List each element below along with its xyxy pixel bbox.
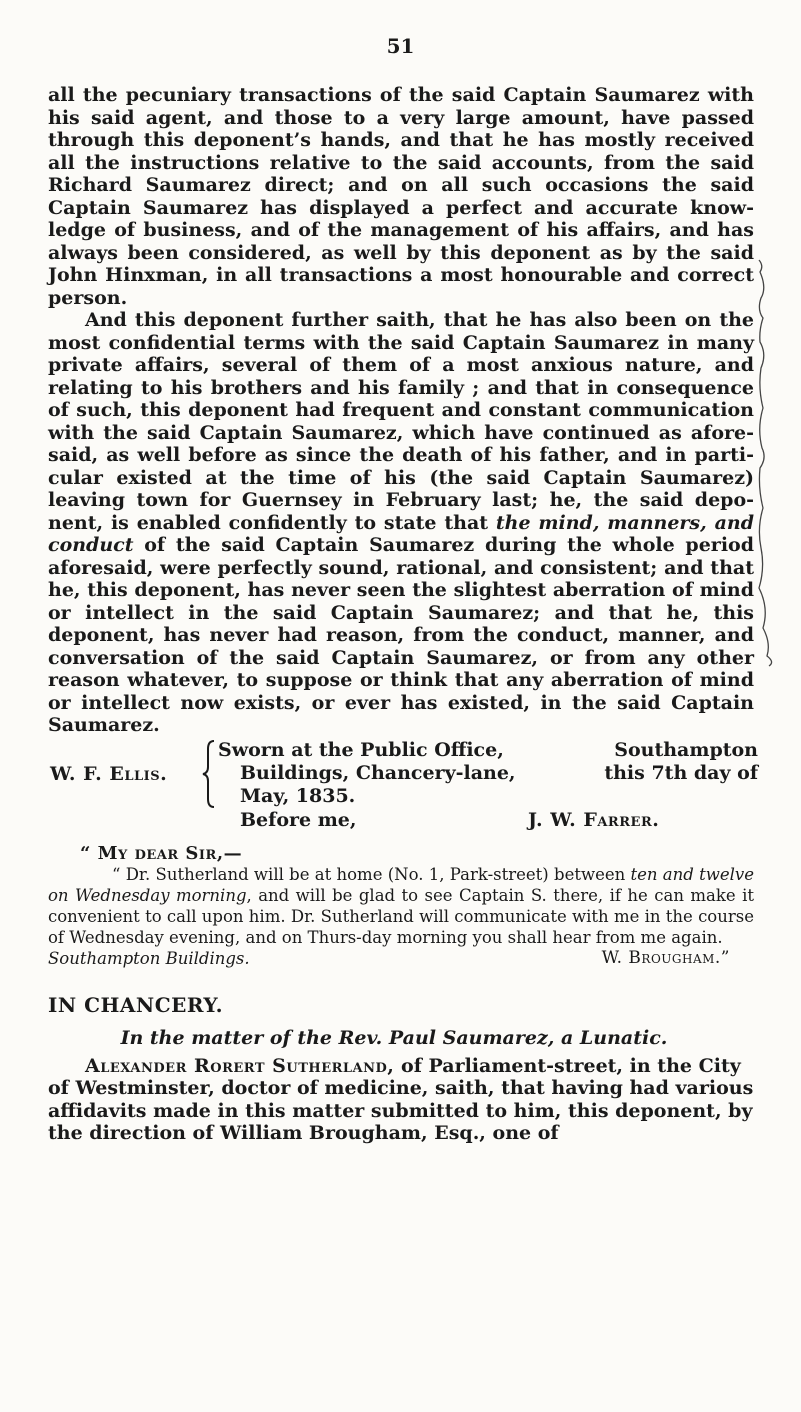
jurat-line-2b: this 7th day of bbox=[604, 761, 758, 784]
page-number: 51 bbox=[386, 34, 415, 58]
margin-bracket-mark bbox=[755, 258, 785, 668]
jurat-block bbox=[48, 738, 758, 809]
letter-signature: W. Brougham.” bbox=[601, 947, 730, 968]
page-body bbox=[48, 84, 758, 1145]
jurat-line-1a: Sworn at the Public Office, bbox=[218, 738, 504, 761]
letter-body bbox=[48, 864, 754, 948]
letter-block bbox=[48, 843, 754, 969]
letter-footer bbox=[48, 948, 754, 969]
letter-body-italic: ten and twelve on Wednesday morning bbox=[48, 864, 754, 905]
jurat-line-1b: Southampton bbox=[614, 738, 758, 761]
jurat-line-3: May, 1835. bbox=[240, 784, 356, 807]
letter-body-a: “ Dr. Sutherland will be at home (No. 1, Park-street) between bbox=[112, 864, 631, 884]
paragraph-2 bbox=[48, 309, 754, 737]
jurat-line-2a: Buildings, Chancery-lane, bbox=[240, 761, 516, 784]
signatory: W. F. Ellis. bbox=[50, 762, 168, 785]
magistrate-name: J. W. Farrer. bbox=[528, 808, 660, 831]
paragraph-2-text-a: And this deponent further saith, that he has also been on the most confidential terms with the said Captain Saumarez in many private affairs, several of them of a most anxious nature, and relating to his brothers and his family ; and that in consequence of such, this deponent had frequent and constant communication with the said Captain Saumarez, which have continued as afore-said, as well before as since the death of his father, and in parti-cular existed at the time of his (the said Captain Saumarez) leaving town for Guernsey in February last; he, the said depo-nent, is enabled confidently to state that bbox=[48, 309, 754, 534]
deponent-name: Alexander Rorert Sutherland, bbox=[85, 1054, 395, 1077]
matter-title: In the matter of the Rev. Paul Saumarez, a Lunatic. bbox=[120, 1026, 668, 1049]
letter-place: Southampton Buildings. bbox=[48, 948, 250, 968]
jurat-text bbox=[218, 739, 758, 808]
paragraph-2-italic: the mind, manners, and conduct bbox=[48, 511, 754, 556]
curly-brace-icon bbox=[202, 739, 216, 809]
before-me-line bbox=[48, 809, 754, 833]
paragraph-3 bbox=[48, 1055, 754, 1145]
paragraph-2-text-b: of the said Captain Saumarez during the whole period aforesaid, were perfectly sound, rational, and consistent; and that he, this deponent, has never seen the slightest aberration of mind or intellect in the said Captain Saumarez; and that he, this deponent, has never had reason, from the conduct, manner, and conversation of the said Captain Saumarez, or from any other reason whatever, to suppose or think that any aberration of mind or intellect now exists, or ever has existed, in the said Captain Saumarez. bbox=[48, 534, 754, 736]
paragraph-1: all the pecuniary transactions of the said Captain Saumarez with his said agent, and those to a very large amount, have passed through this deponent’s hands, and that he has mostly received all the instructions relative to the said accounts, from the said Richard Saumarez direct; and on all such occasions the said Captain Saumarez has displayed a perfect and accurate know-ledge of business, and of the management of his affairs, and has always been considered, as well by this deponent as by the said John Hinxman, in all transactions a most honourable and correct person. bbox=[48, 84, 754, 309]
letter-salutation: “ My dear Sir,— bbox=[80, 842, 243, 864]
paragraph-3-text: of Parliament-street, in the City of Westminster, doctor of medicine, saith, that having had various affidavits made in this matter submitted to him, this deponent, by the direction of William Brougham, Esq., one of bbox=[48, 1054, 754, 1144]
before-me: Before me, bbox=[240, 808, 357, 831]
section-heading: IN CHANCERY. bbox=[48, 992, 224, 1017]
letter-body-b: , and will be glad to see Captain S. there, if he can make it convenient to call upon him. Dr. Sutherland will communicate with me in the course of Wednesday evening, and on Thurs-day morning you shall hear from me again. bbox=[48, 885, 754, 947]
